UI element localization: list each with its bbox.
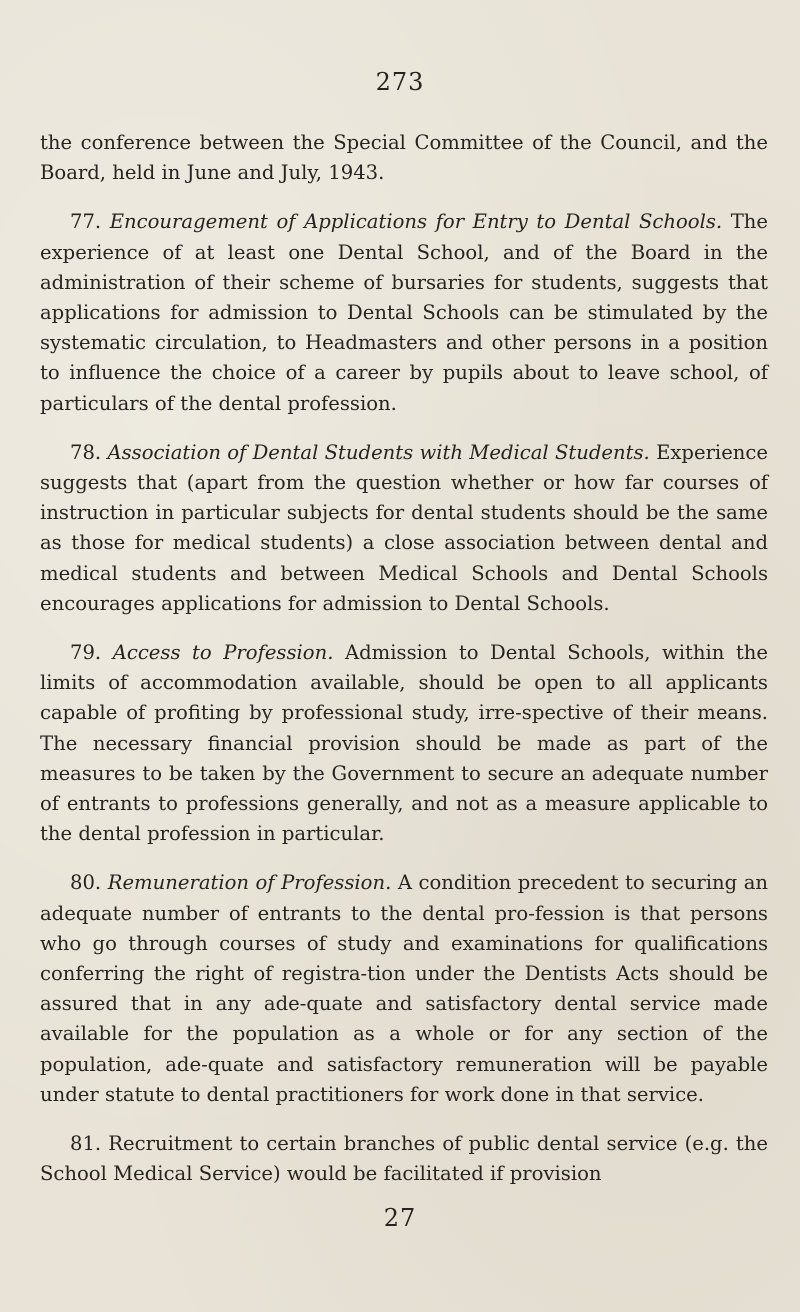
paragraph-number: 80. xyxy=(70,871,102,895)
paragraph-heading: Association of Dental Students with Medical Students. xyxy=(107,440,650,464)
paragraph-text: (e.g. the School Medical Service) would be facilitated if provision xyxy=(40,1132,769,1186)
paragraph-77 xyxy=(40,207,768,418)
paragraph-number: 79. xyxy=(70,641,102,665)
paragraph-text: The experience of at least one Dental School, and of the Board in the administration of their scheme of bursaries for students, suggests that applications for admission to Dental Schools can be stimulated by the systematic circulation, to Headmasters and other persons in a position to influence the choice of a career by pupils about to leave school, of particulars of the dental profession. xyxy=(40,210,768,415)
paragraph-heading: Encouragement of Applications for Entry to Dental Schools. xyxy=(109,210,723,234)
paragraph-number: 77. xyxy=(70,210,102,234)
paragraph-heading: Access to Profession. xyxy=(112,641,334,665)
paragraph-number: 81. xyxy=(70,1132,102,1156)
page-number: 273 xyxy=(375,68,425,96)
paragraph-heading: Recruitment to certain branches of public dental service xyxy=(108,1132,678,1156)
signature-mark: 27 xyxy=(383,1204,417,1232)
intro-paragraph: the conference between the Special Committee of the Council, and the Board, held in June and July, 1943. xyxy=(40,131,768,185)
paragraph-81 xyxy=(40,1129,768,1189)
paragraph-text: Admission to Dental Schools, within the limits of accommodation available, should be open to all applicants capable of profiting by professional study, irre-spective of their means. The necessary financial provision should be made as part of the measures to be taken by the Government to secure an adequate number of entrants to professions generally, and not as a measure applicable to the dental profession in particular. xyxy=(40,641,768,846)
paragraph-text: A condition precedent to securing an adequate number of entrants to the dental pro-fession is that persons who go through courses of study and examinations for qualifications conferring the right of registra-tion under the Dentists Acts should be assured that in any ade-quate and satisfactory dental service made available for the population as a whole or for any section of the population, ade-quate and satisfactory remuneration will be payable under statute to dental practitioners for work done in that service. xyxy=(40,871,769,1106)
paragraph-text: Experience suggests that (apart from the question whether or how far courses of instruction in particular subjects for dental students should be the same as those for medical students) a close association between dental and medical students and between Medical Schools and Dental Schools encourages applications for admission to Dental Schools. xyxy=(40,440,768,615)
paragraph-80 xyxy=(40,868,768,1110)
paragraph-79 xyxy=(40,638,768,849)
paragraph-heading: Remuneration of Profession. xyxy=(107,871,392,895)
body-text xyxy=(40,128,768,1209)
paragraph-number: 78. xyxy=(70,440,102,464)
paragraph-78 xyxy=(40,438,768,619)
